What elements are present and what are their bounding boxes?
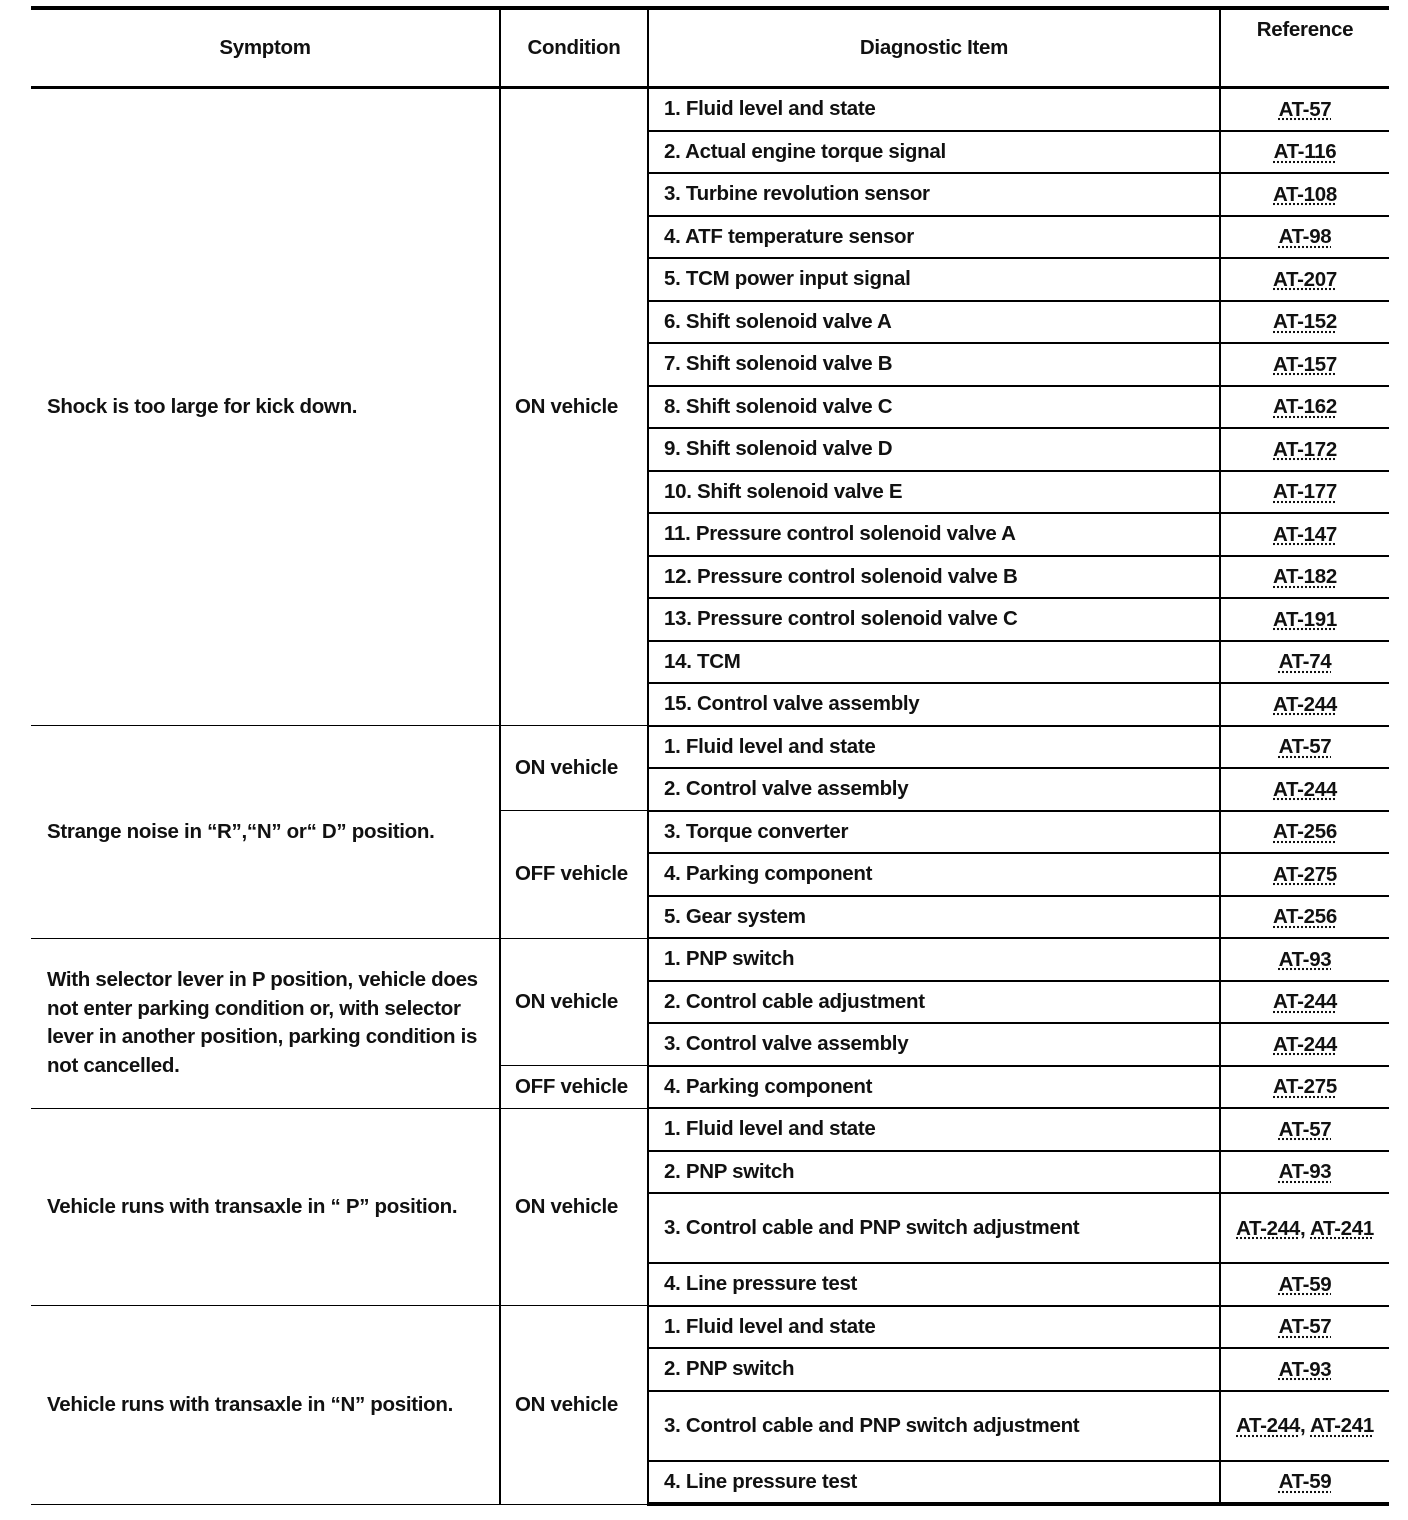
reference-link[interactable]: AT-57	[1278, 1117, 1332, 1141]
reference-link[interactable]: AT-57	[1278, 735, 1332, 759]
reference-cell	[1220, 1151, 1389, 1194]
condition-cell: ON vehicle	[500, 88, 648, 726]
reference-link[interactable]: AT-162	[1273, 395, 1337, 419]
reference-separator: ,	[1299, 1216, 1311, 1240]
reference-cell	[1220, 471, 1389, 514]
condition-cell: OFF vehicle	[500, 1066, 648, 1109]
table-row	[31, 938, 1389, 981]
symptom-cell: Vehicle runs with transaxle in “N” position.	[31, 1306, 500, 1505]
reference-link[interactable]: AT-147	[1273, 522, 1337, 546]
reference-cell	[1220, 811, 1389, 854]
diagnostic-item-cell: 5. Gear system	[648, 896, 1220, 939]
reference-link[interactable]: AT-177	[1273, 480, 1337, 504]
diagnostic-table	[31, 6, 1389, 1506]
reference-link[interactable]: AT-244	[1236, 1414, 1300, 1437]
reference-link[interactable]: AT-59	[1278, 1470, 1332, 1494]
reference-link[interactable]: AT-57	[1278, 97, 1332, 121]
diagnostic-item-cell: 2. PNP switch	[648, 1151, 1220, 1194]
diagnostic-item-cell: 11. Pressure control solenoid valve A	[648, 513, 1220, 556]
diagnostic-item-cell: 1. Fluid level and state	[648, 1108, 1220, 1151]
table-header	[31, 8, 1389, 88]
diagnostic-item-cell: 2. Control valve assembly	[648, 768, 1220, 811]
table-row	[31, 1306, 1389, 1349]
diagnostic-item-cell: 4. Parking component	[648, 853, 1220, 896]
reference-link[interactable]: AT-74	[1278, 650, 1332, 674]
diagnostic-item-cell: 1. Fluid level and state	[648, 88, 1220, 131]
diagnostic-item-cell: 2. PNP switch	[648, 1348, 1220, 1391]
diagnostic-item-cell: 1. Fluid level and state	[648, 1306, 1220, 1349]
table-row	[31, 88, 1389, 131]
reference-link[interactable]: AT-157	[1273, 352, 1337, 376]
condition-cell: ON vehicle	[500, 1108, 648, 1306]
reference-cell	[1220, 88, 1389, 131]
reference-link[interactable]: AT-93	[1278, 1357, 1332, 1381]
condition-cell: ON vehicle	[500, 1306, 648, 1505]
reference-cell	[1220, 853, 1389, 896]
reference-link[interactable]: AT-256	[1273, 905, 1337, 929]
reference-cell	[1220, 938, 1389, 981]
reference-link[interactable]: AT-98	[1278, 225, 1332, 249]
reference-link[interactable]: AT-93	[1278, 1160, 1332, 1184]
reference-separator: ,	[1299, 1414, 1311, 1437]
diagnostic-item-cell: 1. Fluid level and state	[648, 726, 1220, 769]
diagnostic-item-cell: 2. Actual engine torque signal	[648, 131, 1220, 174]
header-condition: Condition	[500, 8, 648, 88]
reference-cell	[1220, 301, 1389, 344]
header-diagnostic-item: Diagnostic Item	[648, 8, 1220, 88]
reference-cell	[1220, 598, 1389, 641]
reference-cell	[1220, 386, 1389, 429]
diagnostic-item-cell: 9. Shift solenoid valve D	[648, 428, 1220, 471]
reference-link[interactable]: AT-244	[1273, 1032, 1337, 1056]
reference-link[interactable]: AT-93	[1278, 947, 1332, 971]
diagnostic-item-cell: 15. Control valve assembly	[648, 683, 1220, 726]
symptom-cell: Vehicle runs with transaxle in “ P” position.	[31, 1108, 500, 1306]
reference-link[interactable]: AT-241	[1310, 1414, 1374, 1437]
reference-cell	[1220, 556, 1389, 599]
reference-link[interactable]: AT-244	[1236, 1216, 1300, 1240]
reference-cell	[1220, 1391, 1389, 1461]
reference-cell	[1220, 1348, 1389, 1391]
reference-cell	[1220, 343, 1389, 386]
header-reference: Reference	[1220, 8, 1389, 88]
table-row	[31, 726, 1389, 769]
reference-link[interactable]: AT-152	[1273, 310, 1337, 334]
diagnostic-item-cell: 10. Shift solenoid valve E	[648, 471, 1220, 514]
reference-cell	[1220, 1193, 1389, 1263]
diagnostic-item-cell: 7. Shift solenoid valve B	[648, 343, 1220, 386]
reference-link[interactable]: AT-275	[1273, 862, 1337, 886]
reference-cell	[1220, 726, 1389, 769]
diagnostic-table-page	[31, 6, 1389, 1506]
reference-cell	[1220, 768, 1389, 811]
symptom-cell: Strange noise in “R”,“N” or“ D” position.	[31, 726, 500, 939]
diagnostic-item-cell: 5. TCM power input signal	[648, 258, 1220, 301]
reference-link[interactable]: AT-59	[1278, 1272, 1332, 1296]
condition-cell: ON vehicle	[500, 938, 648, 1066]
reference-cell	[1220, 258, 1389, 301]
reference-cell	[1220, 1023, 1389, 1066]
diagnostic-item-cell: 4. Parking component	[648, 1066, 1220, 1109]
reference-link[interactable]: AT-172	[1273, 437, 1337, 461]
diagnostic-item-cell: 3. Torque converter	[648, 811, 1220, 854]
symptom-group	[31, 1108, 1389, 1306]
reference-link[interactable]: AT-256	[1273, 820, 1337, 844]
table-row	[31, 1108, 1389, 1151]
condition-cell: ON vehicle	[500, 726, 648, 811]
reference-link[interactable]: AT-275	[1273, 1075, 1337, 1099]
reference-cell	[1220, 896, 1389, 939]
reference-link[interactable]: AT-244	[1273, 777, 1337, 801]
reference-cell	[1220, 1066, 1389, 1109]
reference-cell	[1220, 173, 1389, 216]
diagnostic-item-cell: 3. Control valve assembly	[648, 1023, 1220, 1066]
reference-link[interactable]: AT-116	[1273, 140, 1337, 164]
reference-cell	[1220, 131, 1389, 174]
symptom-group	[31, 1306, 1389, 1505]
reference-link[interactable]: AT-241	[1310, 1216, 1374, 1240]
header-symptom: Symptom	[31, 8, 500, 88]
reference-cell	[1220, 513, 1389, 556]
diagnostic-item-cell: 3. Turbine revolution sensor	[648, 173, 1220, 216]
reference-cell	[1220, 428, 1389, 471]
reference-link[interactable]: AT-108	[1273, 182, 1337, 206]
diagnostic-item-cell: 6. Shift solenoid valve A	[648, 301, 1220, 344]
symptom-cell: Shock is too large for kick down.	[31, 88, 500, 726]
diagnostic-item-cell: 4. Line pressure test	[648, 1461, 1220, 1505]
reference-cell	[1220, 1461, 1389, 1505]
diagnostic-item-cell: 14. TCM	[648, 641, 1220, 684]
diagnostic-item-cell: 8. Shift solenoid valve C	[648, 386, 1220, 429]
diagnostic-item-cell: 12. Pressure control solenoid valve B	[648, 556, 1220, 599]
reference-cell	[1220, 1108, 1389, 1151]
reference-cell	[1220, 683, 1389, 726]
reference-link[interactable]: AT-244	[1273, 990, 1337, 1014]
symptom-group	[31, 938, 1389, 1108]
reference-cell	[1220, 1306, 1389, 1349]
symptom-group	[31, 726, 1389, 939]
reference-cell	[1220, 216, 1389, 259]
diagnostic-item-cell: 1. PNP switch	[648, 938, 1220, 981]
condition-cell: OFF vehicle	[500, 811, 648, 939]
reference-link[interactable]: AT-207	[1273, 267, 1337, 291]
diagnostic-item-cell: 13. Pressure control solenoid valve C	[648, 598, 1220, 641]
diagnostic-item-cell: 4. Line pressure test	[648, 1263, 1220, 1306]
reference-cell	[1220, 641, 1389, 684]
diagnostic-item-cell: 4. ATF temperature sensor	[648, 216, 1220, 259]
reference-link[interactable]: AT-182	[1273, 565, 1337, 589]
reference-cell	[1220, 981, 1389, 1024]
reference-link[interactable]: AT-191	[1273, 607, 1337, 631]
reference-link[interactable]: AT-244	[1273, 692, 1337, 716]
symptom-cell: With selector lever in P position, vehicle does not enter parking condition or, with selector lever in another position, parking condition is not cancelled.	[31, 938, 500, 1108]
diagnostic-item-cell: 2. Control cable adjustment	[648, 981, 1220, 1024]
reference-cell	[1220, 1263, 1389, 1306]
symptom-group	[31, 88, 1389, 726]
diagnostic-item-cell: 3. Control cable and PNP switch adjustment	[648, 1391, 1220, 1461]
diagnostic-item-cell: 3. Control cable and PNP switch adjustment	[648, 1193, 1220, 1263]
reference-link[interactable]: AT-57	[1278, 1315, 1332, 1339]
